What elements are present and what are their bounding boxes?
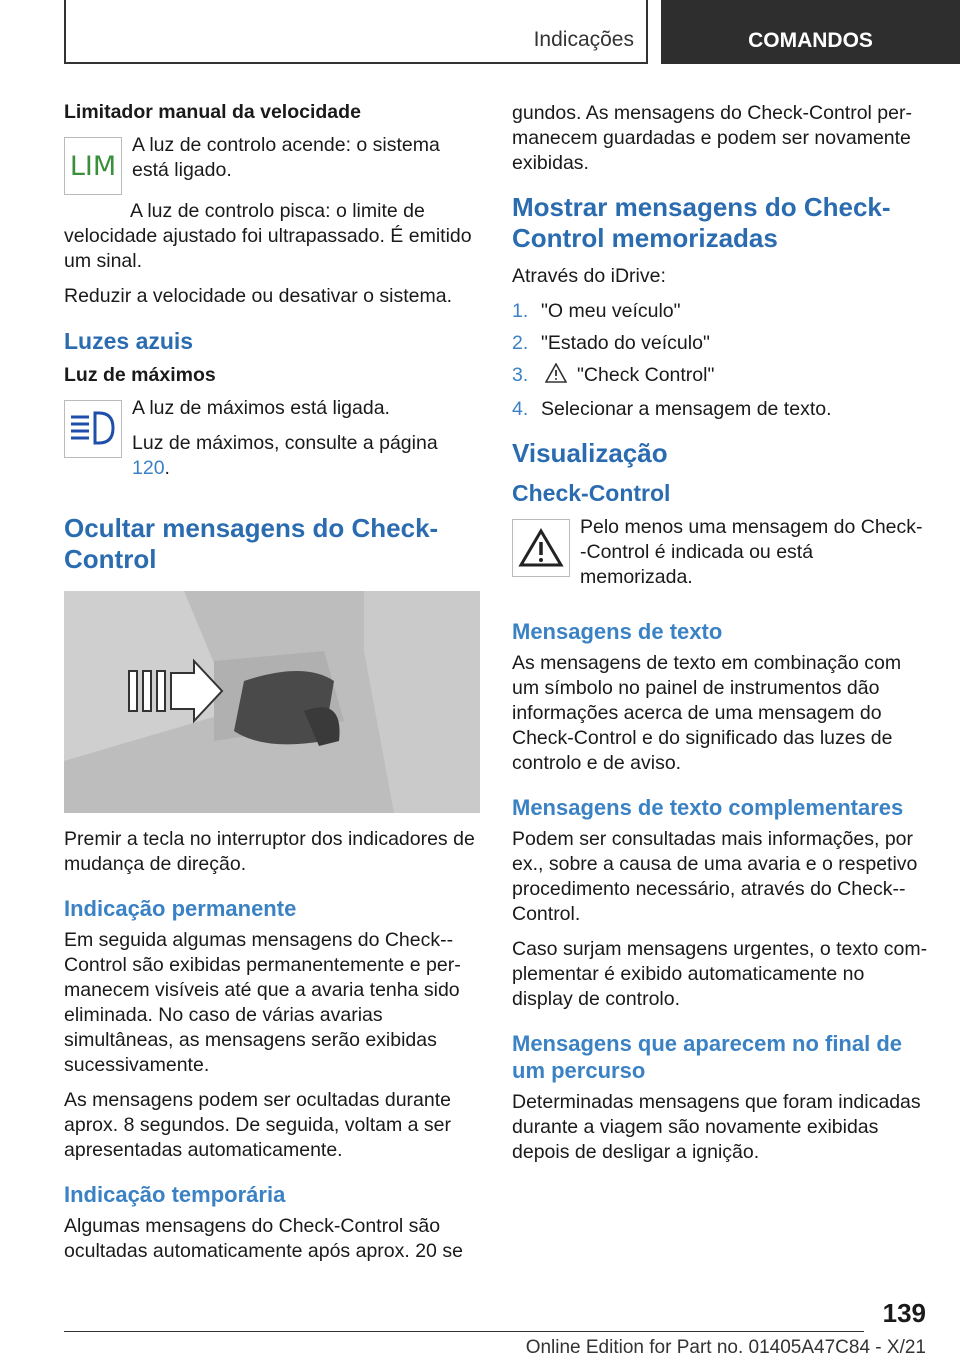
end-of-trip-text: Determinadas mensagens que foram indicadas durante a viagem são novamente exibidas depois de desligar a ignição. [512, 1091, 921, 1163]
end-of-trip-heading: Mensagens que aparecem no final de um percurso [512, 1031, 903, 1083]
check-control-text: Pelo menos uma mensagem do Check--Control é indicada ou está memorizada. [580, 516, 923, 588]
high-beam-icon [64, 400, 122, 458]
limiter-text-2: A luz de controlo pisca: o limite de velocidade ajustado foi ultrapassado. É emitido um sinal. [64, 200, 472, 272]
hide-messages-heading: Ocultar mensagens do Check-Control [64, 513, 439, 574]
limiter-row [64, 133, 480, 195]
page-link-120[interactable]: 120 [132, 457, 165, 479]
step-item [512, 299, 928, 324]
display-heading: Visualização [512, 438, 668, 468]
footer-divider [64, 1331, 864, 1332]
step-text: "Estado do veículo" [541, 332, 710, 354]
permanent-text-2: As mensagens podem ser ocultadas durante aprox. 8 segundos. De seguida, voltam a ser apresentadas automaticamente. [64, 1089, 451, 1161]
step-item [512, 331, 928, 356]
lim-icon-label: LIM [69, 150, 117, 182]
high-beam-ref-prefix: Luz de máximos, consulte a página [132, 432, 438, 454]
warning-triangle-large-icon [512, 519, 570, 577]
idrive-intro: Através do iDrive: [512, 265, 666, 287]
supplementary-text-1: Podem ser consultadas mais informações, por ex., sobre a causa de uma avaria e o respetivo procedimento necessário, através do Check--Control. [512, 828, 918, 925]
check-control-heading: Check-Control [512, 480, 671, 506]
limiter-heading: Limitador manual da velocidade [64, 101, 361, 123]
high-beam-text-1: A luz de máximos está ligada. [132, 397, 390, 419]
page-number: 139 [882, 1298, 926, 1328]
text-messages-text: As mensagens de texto em combinação com um símbolo no painel de instrumentos dão informações acerca de uma mensagem do Check-Control e do significado das luzes de controlo e de aviso. [512, 652, 902, 774]
right-column [512, 101, 928, 1175]
blue-lights-heading: Luzes azuis [64, 328, 194, 354]
left-column [64, 100, 480, 1274]
steps-list [512, 299, 928, 422]
permanent-heading: Indicação permanente [64, 896, 297, 921]
header-chapter-tab: COMANDOS [661, 0, 960, 64]
show-messages-heading: Mostrar mensagens do Check-Control memorizadas [512, 192, 891, 253]
step-text: "O meu veículo" [541, 300, 681, 322]
footer-edition: Online Edition for Part no. 01405A47C84 - X/21 [525, 1337, 926, 1358]
high-beam-row [64, 396, 480, 491]
hide-messages-text: Premir a tecla no interruptor dos indicadores de mudança de direção. [64, 828, 475, 875]
step-item [512, 397, 928, 422]
supplementary-heading: Mensagens de texto complementares [512, 795, 904, 820]
limiter-text-3: Reduzir a velocidade ou desativar o sistema. [64, 285, 453, 307]
high-beam-text-2 [132, 431, 480, 481]
step-text: Selecionar a mensagem de texto. [541, 398, 832, 420]
high-beam-heading: Luz de máximos [64, 364, 216, 386]
continuation-text: gundos. As mensagens do Check-Control permanecem guardadas e podem ser novamente exibidas. [512, 102, 912, 174]
warning-triangle-icon [545, 363, 567, 390]
text-messages-heading: Mensagens de texto [512, 619, 723, 644]
step-number: 2. [512, 332, 529, 354]
permanent-text-1: Em seguida algumas mensagens do Check--Control são exibidas permanentemente e permanecem visíveis até que a avaria tenha sido eliminada. No caso de várias avarias simultâneas, as mensagens serão exibidas sucessivamente. [64, 929, 461, 1076]
step-item [512, 363, 928, 390]
step-number: 1. [512, 300, 529, 322]
temporary-heading: Indicação temporária [64, 1182, 286, 1207]
lim-indicator-icon [64, 137, 122, 195]
limiter-text-1: A luz de controlo acende: o sistema está ligado. [132, 134, 440, 181]
step-text: "Check Control" [577, 364, 715, 386]
header-section-title: Indicações [533, 28, 634, 51]
high-beam-ref-suffix: . [164, 457, 170, 479]
supplementary-text-2: Caso surjam mensagens urgentes, o texto complementar é exibido automaticamente no display de controlo. [512, 938, 928, 1010]
turn-signal-switch-photo [64, 591, 480, 813]
check-control-row [512, 515, 928, 600]
step-number: 4. [512, 398, 529, 420]
step-number: 3. [512, 364, 529, 386]
temporary-text: Algumas mensagens do Check-Control são ocultadas automaticamente após aprox. 20 se [64, 1215, 463, 1262]
